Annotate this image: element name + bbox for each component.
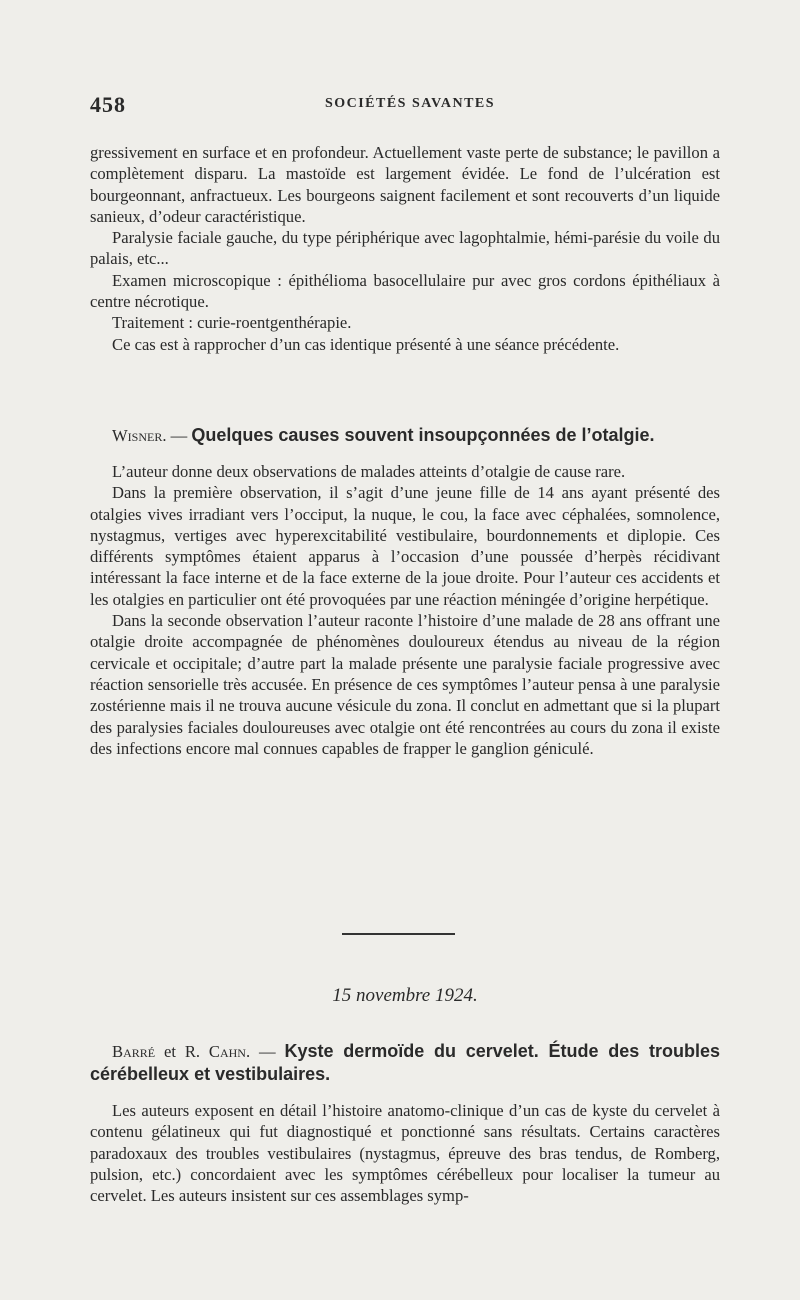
conjunction: et: [155, 1042, 185, 1061]
paragraph: L’auteur donne deux observations de malades atteints d’otalgie de cause rare.: [112, 462, 626, 481]
report-wisner: [90, 424, 720, 759]
entry-title: Quelques causes souvent insoupçonnées de l’otalgie.: [191, 425, 655, 445]
page-number: 458: [90, 92, 126, 117]
dash: —: [166, 426, 192, 445]
entry-title: Kyste dermoïde du cervelet. Étude des troubles cérébelleux et vestibulaires.: [90, 1041, 720, 1084]
section-separator: [342, 933, 455, 935]
paragraph: Dans la première observation, il s’agit d’une jeune fille de 14 ans ayant présenté des otalgies vives irradiant vers l’occiput, la nuque, le cou, la face avec céphalées, somnolence, nystagmus, vertiges avec hyperexcitabilité vestibulaire, bourdonnements et diplopie. Ces différents symptômes étaient apparus à l’occasion d’une poussée d’herpès récidivant intéressant la face interne et de la face externe de la joue droite. Pour l’auteur ces accidents et les otalgies en particulier ont été provoquées par une réaction méningée d’origine herpétique.: [90, 483, 720, 609]
author-name: Wisner.: [112, 426, 167, 445]
continued-report: [90, 142, 720, 355]
report-barre-cahn: [90, 1040, 720, 1206]
dash: —: [250, 1042, 285, 1061]
session-date: 15 novembre 1924.: [332, 985, 478, 1006]
paragraph: Dans la seconde observation l’auteur raconte l’histoire d’une malade de 28 ans offrant une otalgie droite accompagnée de phénomènes douloureux étendus au niveau de la région cervicale et occipitale; d’autre part la malade présente une paralysie faciale progressive avec réaction sensorielle très accusée. En présence de ces symptômes l’auteur pensa à une paralysie zostérienne mais il ne trouva aucune vésicule du zona. Il conclut en admettant que si la plupart des paralysies faciales douloureuses avec otalgie ont été rencontrées au cours du zona il existe des infections encore mal connues capables de frapper le ganglion géniculé.: [90, 611, 720, 758]
paragraph: gressivement en surface et en profondeur. Actuellement vaste perte de substance; le pavillon a complètement disparu. La mastoïde est largement évidée. Le fond de l’ulcération est bourgeonnant, anfractueux. Les bourgeons saignent facilement et sont recouverts d’un liquide sanieux, d’odeur caractéristique.: [90, 143, 720, 226]
entry-heading: [90, 1040, 720, 1086]
author-name: Barré: [112, 1042, 156, 1061]
paragraph: Paralysie faciale gauche, du type périphérique avec lagophtalmie, hémi-parésie du voile du palais, etc...: [90, 228, 720, 269]
author-name: R. Cahn.: [184, 1042, 251, 1061]
paragraph: Les auteurs exposent en détail l’histoire anatomo-clinique d’un cas de kyste du cervelet à contenu gélatineux qui fut diagnostiqué et ponctionné sans résultats. Certains caractères paradoxaux des troubles vestibulaires (nystagmus, épreuve des bras tendus, de Romberg, pulsion, etc.) concordaient avec les symptômes cérébelleux pour localiser la tumeur au cervelet. Les auteurs insistent sur ces assemblages symp-: [90, 1101, 720, 1206]
paragraph: Ce cas est à rapprocher d’un cas identique présenté à une séance précédente.: [112, 334, 620, 354]
paragraph: Examen microscopique : épithélioma basocellulaire pur avec gros cordons épithéliaux à centre nécrotique.: [90, 270, 720, 312]
paragraph: Traitement : curie-roentgenthérapie.: [112, 313, 352, 333]
page-header: [90, 92, 730, 122]
running-title: SOCIÉTÉS SAVANTES: [324, 96, 496, 111]
entry-heading: [90, 424, 720, 447]
